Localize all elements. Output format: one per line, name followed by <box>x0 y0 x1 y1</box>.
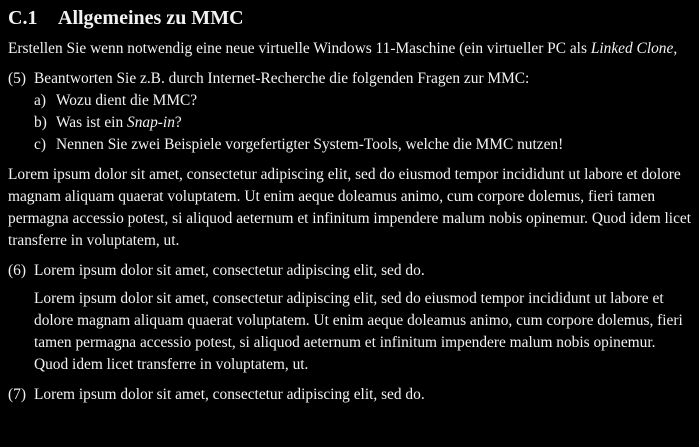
question-number: (7) <box>8 386 26 403</box>
lorem-paragraph: Lorem ipsum dolor sit amet, consectetur adipiscing elit, sed do eiusmod tempor incididunt ut labore et dolore magnam aliquam quaerat voluptatem. Ut enim aeque doleamus animo, cum corpore dolemus, fieri tamen permagna accessio potest, si aliquod aeternum et infinitum impendere malum nobis opinemur. Quod idem licet transferre in voluptatem, ut. <box>8 166 692 249</box>
sub-question-letter: a) <box>34 92 46 109</box>
sub-question-italic: Snap-in <box>127 114 175 131</box>
sub-question-text <box>56 112 691 134</box>
question-number: (6) <box>8 262 26 279</box>
section-number: C.1 <box>8 7 38 29</box>
sub-question-b <box>8 112 691 134</box>
question-number: (5) <box>8 70 26 87</box>
intro-italic: Linked Clone <box>590 40 674 57</box>
question-6-body: Lorem ipsum dolor sit amet, consectetur adipiscing elit, sed do eiusmod tempor incididunt ut labore et dolore magnam aliquam quaerat voluptatem. Ut enim aeque doleamus animo, cum corpore dolemus, fieri tamen permagna accessio potest, si aliquod aeternum et infinitum impendere malum nobis opinemur. Quod idem licet transferre in voluptatem, ut. <box>34 290 683 373</box>
intro-tail: , <box>673 40 678 57</box>
intro-paragraph <box>8 38 691 60</box>
sub-question-text: Nennen Sie zwei Beispiele vorgefertigter System-Tools, welche die MMC nutzen! <box>56 136 564 153</box>
section-heading <box>8 4 691 32</box>
question-5 <box>8 68 691 90</box>
sub-question-letter: c) <box>34 136 46 153</box>
question-6 <box>8 260 691 282</box>
intro-text: Erstellen Sie wenn notwendig eine neue virtuelle Windows 11-Maschine (ein virtueller PC als <box>8 40 591 57</box>
sub-question-letter: b) <box>34 114 47 131</box>
sub-question-post: ? <box>174 114 182 131</box>
question-text: Lorem ipsum dolor sit amet, consectetur adipiscing elit, sed do. <box>34 386 425 403</box>
sub-question-text: Wozu dient die MMC? <box>56 92 198 109</box>
sub-question-c <box>8 134 691 156</box>
question-7 <box>8 384 691 406</box>
sub-question-pre: Was ist ein <box>56 114 128 131</box>
section-title: Allgemeines zu MMC <box>58 7 244 29</box>
sub-question-a <box>8 90 691 112</box>
question-text: Beantworten Sie z.B. durch Internet-Recherche die folgenden Fragen zur MMC: <box>34 70 530 87</box>
question-text: Lorem ipsum dolor sit amet, consectetur adipiscing elit, sed do. <box>34 262 425 279</box>
